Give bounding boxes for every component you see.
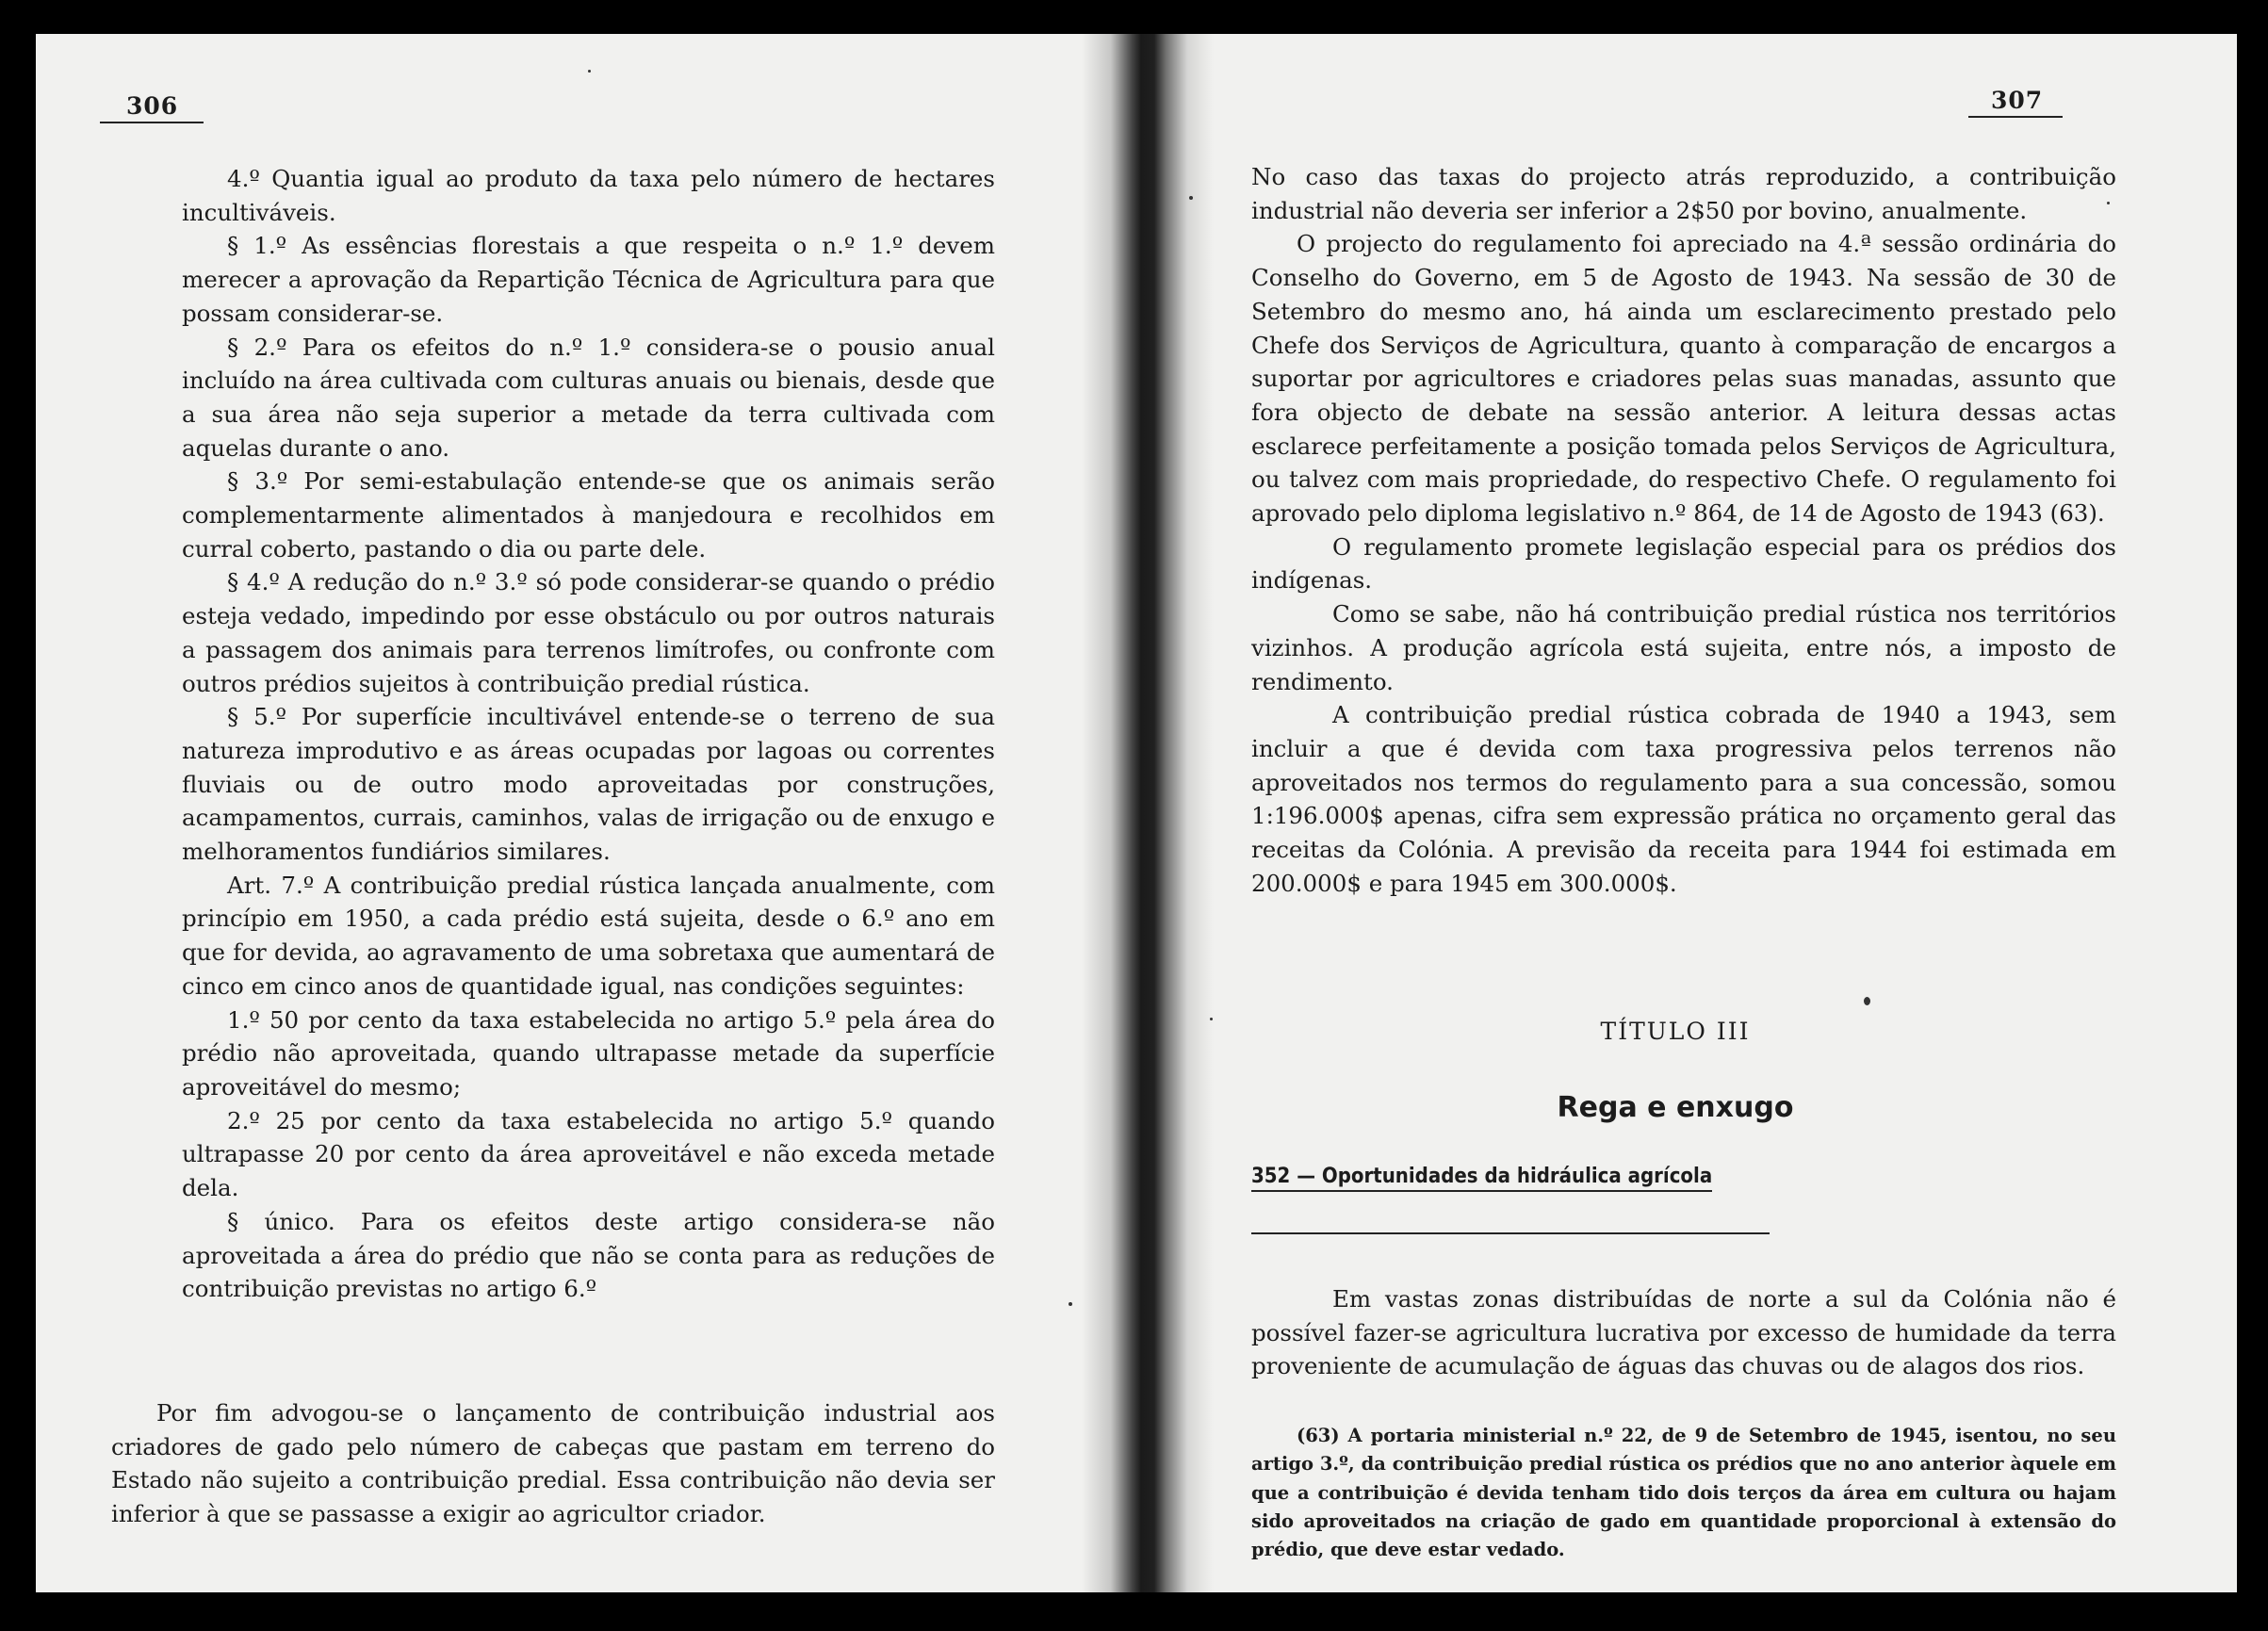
paragraph: § 4.º A redução do n.º 3.º só pode considerar-se quando o prédio esteja vedado, impedindo por esse obstáculo ou por outros naturais a passagem dos animais para terrenos limítrofes, ou confronte com outros prédios sujeitos à contribuição predial rústica.	[182, 568, 995, 697]
paragraph: 4.º Quantia igual ao produto da taxa pelo número de hectares incultiváveis.	[182, 165, 995, 226]
left-page-closing	[111, 1396, 995, 1531]
scan-speck	[2107, 202, 2110, 204]
book-gutter-shadow	[1082, 34, 1214, 1592]
section-divider	[1251, 1232, 1770, 1234]
footnote	[1251, 1422, 2116, 1564]
section-heading-text: 352 — Oportunidades da hidráulica agrícola	[1251, 1165, 1713, 1188]
paragraph: § 1.º As essências florestais a que respeita o n.º 1.º devem merecer a aprovação da Repartição Técnica de Agricultura para que possam considerar-se.	[182, 232, 995, 327]
paragraph: Como se sabe, não há contribuição predial rústica nos territórios vizinhos. A produção agrícola está sujeita, entre nós, a imposto de rendimento.	[1251, 600, 2116, 695]
scan-speck	[588, 70, 591, 73]
right-page-body	[1251, 160, 2116, 900]
paragraph: Por fim advogou-se o lançamento de contribuição industrial aos criadores de gado pelo número de cabeças que pastam em terreno do Estado não sujeito a contribuição predial. Essa contribuição não devia ser inferior à que se passasse a exigir ao agricultor criador.	[111, 1399, 995, 1528]
paragraph: § 2.º Para os efeitos do n.º 1.º considera-se o pousio anual incluído na área cultivada com culturas anuais ou bienais, desde que a sua área não seja superior a metade da terra cultivada com aquelas durante o ano.	[182, 333, 995, 462]
scan-speck	[1210, 1018, 1213, 1020]
section-heading	[1251, 1165, 1712, 1188]
scanned-book-spread	[36, 34, 2237, 1592]
paragraph: § 3.º Por semi-estabulação entende-se que os animais serão complementarmente alimentados à manjedoura e recolhidos em curral coberto, pastando o dia ou parte dele.	[182, 467, 995, 563]
paragraph: Art. 7.º A contribuição predial rústica lançada anualmente, com princípio em 1950, a cada prédio está sujeita, desde o 6.º ano em que for devida, ao agravamento de uma sobretaxa que aumentará de cinco em cinco anos de quantidade igual, nas condições seguintes:	[182, 871, 995, 1000]
section-body	[1251, 1282, 2116, 1383]
paragraph: Em vastas zonas distribuídas de norte a sul da Colónia não é possível fazer-se agricultura lucrativa por excesso de humidade da terra proveniente de acumulação de águas das chuvas ou de alagos dos rios.	[1251, 1285, 2116, 1380]
paragraph: O projecto do regulamento foi apreciado na 4.ª sessão ordinária do Conselho do Governo, em 5 de Agosto de 1943. Na sessão de 30 de Setembro do mesmo ano, há ainda um esclarecimento prestado pelo Chefe dos Serviços de Agricultura, quanto à comparação de encargos a suportar por agricultores e criadores pelas suas manadas, assunto que fora objecto de debate na sessão anterior. A leitura dessas actas esclarece perfeitamente a posição tomada pelos Serviços de Agricultura, ou talvez com mais propriedade, do respectivo Chefe. O regulamento foi aprovado pelo diploma legislativo n.º 864, de 14 de Agosto de 1943 (63).	[1251, 230, 2116, 528]
scan-speck	[1069, 1302, 1072, 1306]
left-page-body	[182, 162, 995, 1306]
scan-speck	[1189, 196, 1193, 200]
paragraph: O regulamento promete legislação especial para os prédios dos indígenas.	[1251, 532, 2116, 595]
scan-speck	[1864, 997, 1870, 1005]
paragraph: § 5.º Por superfície incultivável entende-se o terreno de sua natureza improdutivo e as áreas ocupadas por lagoas ou correntes fluviais ou de outro modo aproveitadas por construções, acampamentos, currais, caminhos, valas de irrigação ou de enxugo e melhoramentos fundiários similares.	[182, 703, 995, 866]
footnote-text: (63) A portaria ministerial n.º 22, de 9 de Setembro de 1945, isentou, no seu artigo 3.º, da contribuição predial rústica os prédios que no ano anterior àquele em que a contribuição é devida tenham tido dois terços da área em cultura ou hajam sido aproveitados na criação de gado em quantidade proporcional à extensão do prédio, que deve estar vedado.	[1251, 1425, 2116, 1561]
right-page-number	[1991, 87, 2063, 118]
right-page-number-text: 307	[1991, 87, 2044, 114]
paragraph: § único. Para os efeitos deste artigo considera-se não aproveitada a área do prédio que não se conta para as reduções de contribuição previstas no artigo 6.º	[182, 1207, 995, 1303]
chapter-title: TÍTULO III	[1600, 1018, 1751, 1045]
left-page-number	[126, 92, 204, 123]
paragraph: 2.º 25 por cento da taxa estabelecida no artigo 5.º quando ultrapasse 20 por cento da área aproveitável e não exceda metade dela.	[182, 1106, 995, 1202]
left-page-number-text: 306	[126, 92, 179, 120]
paragraph: A contribuição predial rústica cobrada de 1940 a 1943, sem incluir a que é devida com taxa progressiva pelos terrenos não aproveitados nos termos do regulamento para a sua concessão, somou 1:196.000$ apenas, cifra sem expressão prática no orçamento geral das receitas da Colónia. A previsão da receita para 1944 foi estimada em 200.000$ e para 1945 em 300.000$.	[1251, 701, 2116, 897]
paragraph: 1.º 50 por cento da taxa estabelecida no artigo 5.º pela área do prédio não aproveitada, quando ultrapasse metade da superfície aproveitável do mesmo;	[182, 1005, 995, 1101]
paragraph: No caso das taxas do projecto atrás reproduzido, a contribuição industrial não deveria ser inferior a 2$50 por bovino, anualmente.	[1251, 163, 2116, 224]
chapter-subtitle: Rega e enxugo	[1557, 1091, 1794, 1124]
